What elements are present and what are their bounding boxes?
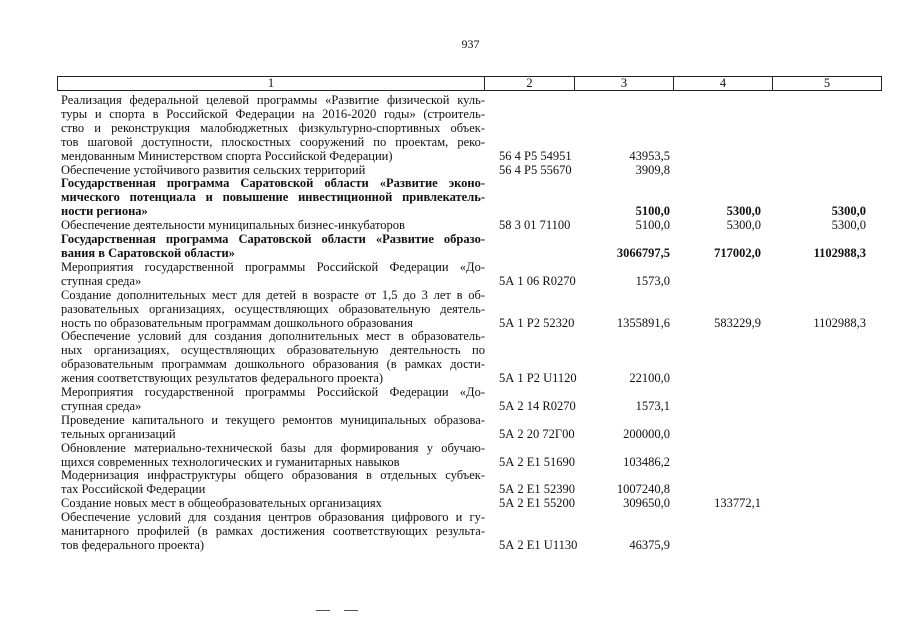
row-value-col3: 103486,2: [623, 454, 670, 469]
table-row: [57, 289, 866, 331]
description-line: разовательных организациях, осуществляющих образовательную деятель-: [61, 301, 485, 316]
table-row: [57, 177, 866, 219]
description-line: мендованным Министерством спорта Российской Федерации): [61, 148, 393, 163]
table-header: [57, 76, 882, 91]
description-line: Мероприятия государственной программы Российской Федерации «До-: [61, 385, 485, 400]
description-line: Государственная программа Саратовской области «Развитие эконо-: [61, 176, 485, 191]
description-line: вания в Саратовской области»: [61, 245, 235, 260]
description-line: ство и реконструкция малобюджетных физкультурно-спортивных объек-: [61, 120, 485, 135]
description-line: ных организациях, осуществляющих образовательную деятельность по: [61, 343, 485, 358]
row-code: 5А 2 E1 U1130: [499, 538, 578, 552]
table-row: [57, 414, 866, 442]
row-value-col3: 43953,5: [629, 148, 670, 163]
row-value-col4: 583229,9: [714, 315, 761, 330]
row-value-col4: 5300,0: [726, 204, 761, 219]
row-description: [57, 497, 485, 511]
description-line: Создание новых мест в общеобразовательных организациях: [61, 496, 382, 511]
row-description: [57, 289, 485, 331]
row-value-col3: 1355891,6: [616, 315, 670, 330]
row-description: [57, 414, 485, 442]
description-line: тельных организаций: [61, 426, 176, 441]
row-description: [57, 164, 485, 178]
table-body: [57, 94, 866, 553]
description-line: мического потенциала и повышение инвестиционной привлекатель-: [61, 190, 485, 205]
description-line: Обеспечение устойчивого развития сельских территорий: [61, 162, 366, 177]
row-description: [57, 94, 485, 164]
table-row: [57, 219, 866, 233]
table-row: [57, 386, 866, 414]
row-value-col3: 5100,0: [635, 204, 670, 219]
header-col-5: 5: [772, 77, 881, 90]
row-description: [57, 386, 485, 414]
row-code: 5А 2 20 72Г00: [499, 426, 575, 441]
row-code: 5А 2 14 R0270: [499, 398, 576, 413]
table-row: [57, 511, 866, 553]
row-value-col5: 5300,0: [831, 204, 866, 219]
row-value-col3: 309650,0: [623, 496, 670, 511]
description-line: Государственная программа Саратовской области «Развитие образо-: [61, 232, 485, 247]
header-col-4: 4: [673, 77, 772, 90]
row-value-col5: 1102988,3: [813, 315, 866, 330]
description-line: туры и спорта в Российской Федерации на 2016-2020 годы» (строитель-: [61, 106, 485, 121]
description-line: Обеспечение деятельности муниципальных бизнес-инкубаторов: [61, 218, 405, 233]
row-code: 5А 1 06 R0270: [499, 273, 576, 288]
row-value-col4: 5300,0: [726, 218, 761, 233]
table-row: [57, 442, 866, 470]
description-line: образовательным программам дошкольного образования (в рамках дости-: [61, 357, 485, 372]
row-code: 5А 2 E1 51690: [499, 454, 576, 469]
row-value-col3: 3066797,5: [616, 245, 670, 260]
row-code: 58 3 01 71100: [499, 218, 571, 233]
row-code: 5А 1 P2 52320: [499, 315, 575, 330]
row-value-col3: 1573,1: [635, 398, 670, 413]
description-line: жения соответствующих результатов федерального проекта): [61, 371, 384, 386]
row-description: [57, 330, 485, 386]
description-line: Обеспечение условий для создания центров образования цифрового и гу-: [61, 510, 485, 525]
row-value-col3: 22100,0: [629, 371, 670, 386]
header-col-3: 3: [574, 77, 673, 90]
table-row: [57, 330, 866, 386]
scan-mark: [344, 610, 358, 611]
description-line: Мероприятия государственной программы Российской Федерации «До-: [61, 259, 485, 274]
description-line: тов шаговой доступности, плоскостных сооружений по проектам, реко-: [61, 134, 485, 149]
description-line: Проведение капитального и текущего ремонтов муниципальных образова-: [61, 412, 485, 427]
row-description: [57, 511, 485, 553]
row-code: 5А 2 E1 52390: [499, 482, 576, 497]
row-value-col3: 1007240,8: [616, 482, 670, 497]
description-line: манитарного профилей (в рамках достижения соответствующих результа-: [61, 524, 485, 539]
description-line: тах Российской Федерации: [61, 482, 206, 497]
table-row: [57, 164, 866, 178]
row-value-col3: 200000,0: [623, 426, 670, 441]
description-line: тов федерального проекта): [61, 538, 205, 552]
header-col-2: 2: [484, 77, 574, 90]
description-line: ступная среда»: [61, 398, 142, 413]
row-value-col5: 5300,0: [831, 218, 866, 233]
row-value-col3: 1573,0: [635, 273, 670, 288]
row-value-col4: 133772,1: [714, 496, 761, 511]
row-value-col3: 46375,9: [629, 538, 670, 552]
row-value-col4: 717002,0: [714, 245, 761, 260]
row-code: 5А 1 P2 U1120: [499, 371, 577, 386]
scan-mark: [316, 610, 330, 611]
row-code: 56 4 P5 54951: [499, 148, 572, 163]
description-line: Реализация федеральной целевой программы «Развитие физической куль-: [61, 93, 485, 107]
row-code: 56 4 P5 55670: [499, 162, 572, 177]
header-col-1: 1: [267, 76, 275, 90]
description-line: Обновление материально-технической базы для формирования у обучаю-: [61, 440, 485, 455]
description-line: ности региона»: [61, 204, 148, 219]
row-code: 5А 2 E1 55200: [499, 496, 576, 511]
description-line: ступная среда»: [61, 273, 142, 288]
table-row: [57, 497, 866, 511]
row-description: [57, 469, 485, 497]
table-row: [57, 469, 866, 497]
description-line: щихся современных технологических и гуманитарных навыков: [61, 454, 400, 469]
description-line: ность по образовательным программам дошкольного образования: [61, 315, 413, 330]
row-value-col3: 5100,0: [635, 218, 670, 233]
table-row: [57, 261, 866, 289]
table-row: [57, 94, 866, 164]
row-description: [57, 261, 485, 289]
row-value-col5: 1102988,3: [813, 245, 866, 260]
row-description: [57, 177, 485, 219]
row-description: [57, 219, 485, 233]
table-row: [57, 233, 866, 261]
row-value-col3: 3909,8: [635, 162, 670, 177]
description-line: Обеспечение условий для создания дополнительных мест в образователь-: [61, 329, 485, 344]
row-description: [57, 442, 485, 470]
page-number: 937: [461, 37, 480, 51]
description-line: Модернизация инфраструктуры общего образования в отдельных субъек-: [61, 468, 485, 483]
row-description: [57, 233, 485, 261]
description-line: Создание дополнительных мест для детей в возрасте от 1,5 до 3 лет в об-: [61, 287, 485, 302]
